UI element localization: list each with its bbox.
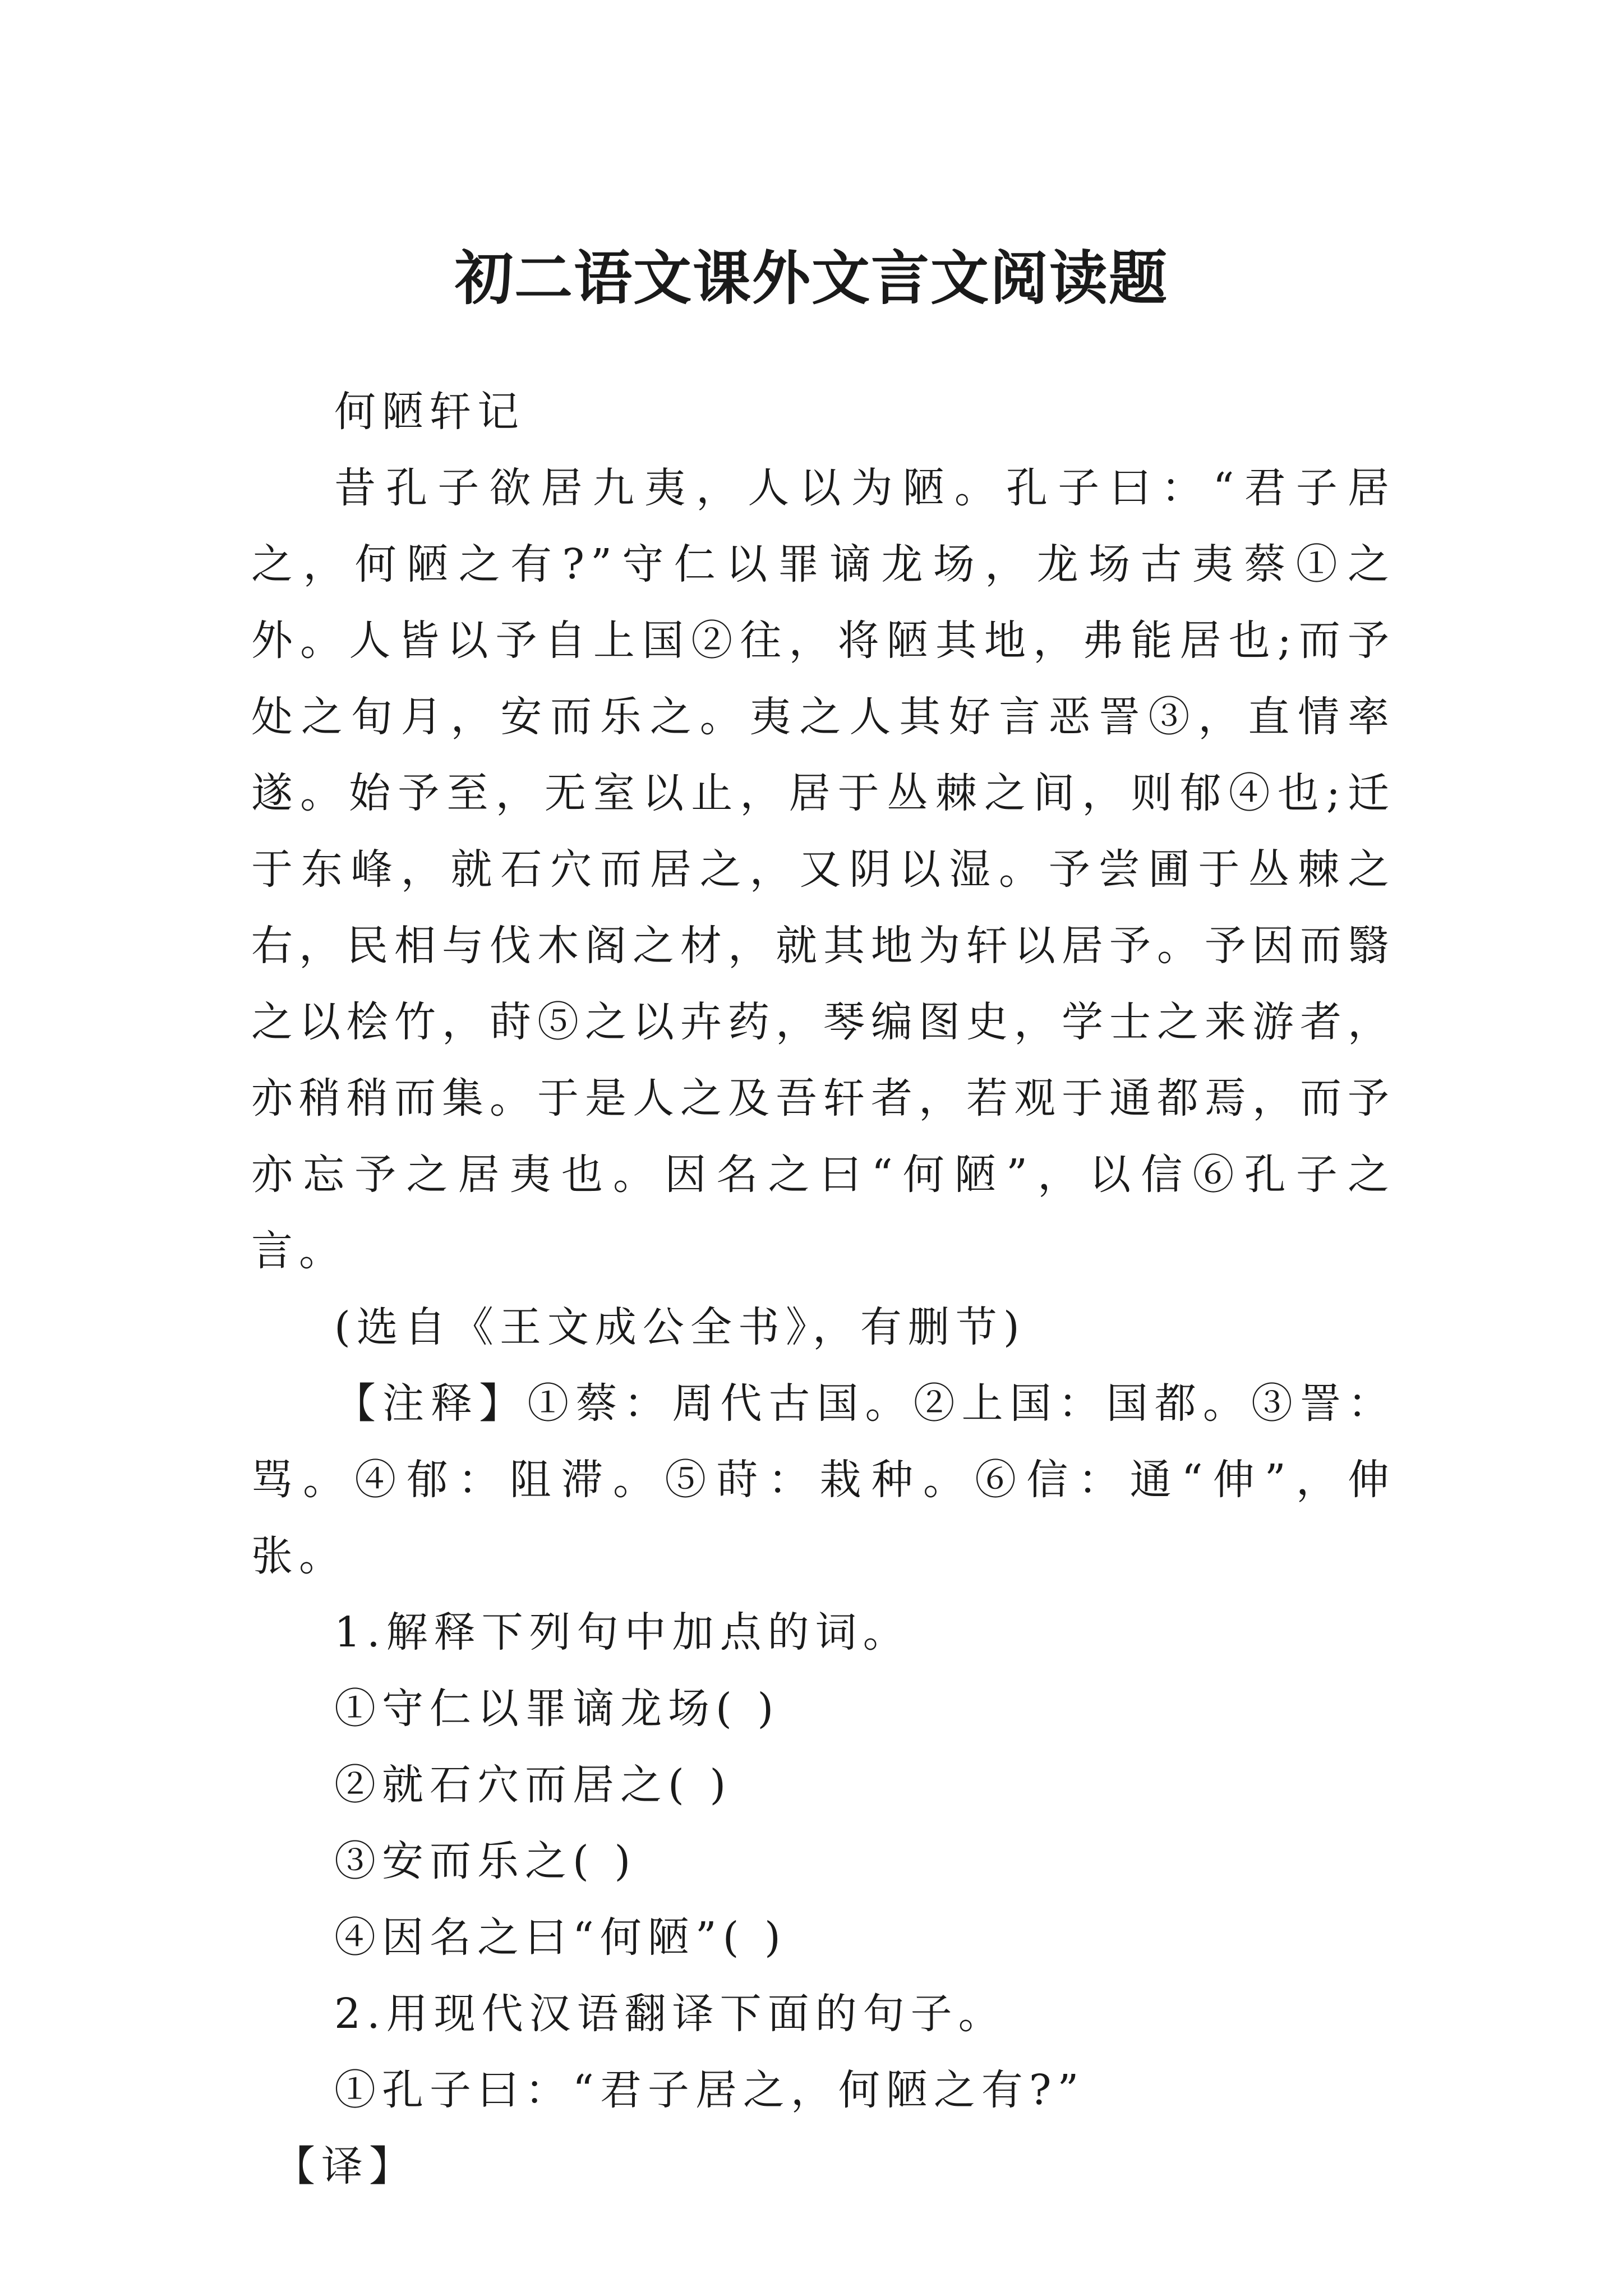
question-1-item-3: ③安而乐之( ) xyxy=(334,1837,637,1885)
question-1-prompt: 1.解释下列句中加点的词。 xyxy=(334,1608,911,1657)
translation-label: 【译】 xyxy=(274,2142,417,2191)
question-1-item-1: ①守仁以罪谪龙场( ) xyxy=(334,1685,780,1733)
page-title: 初二语文课外文言文阅读题 xyxy=(454,243,1168,312)
question-1-item-4: ④因名之曰“何陋”( ) xyxy=(334,1913,787,1962)
annotation-notes: 【注释】①蔡：周代古国。②上国：国都。③詈：骂。④郁：阻滞。⑤莳：栽种。⑥信：通“伸”，伸张。 xyxy=(251,1379,1395,1580)
passage-text: 昔孔子欲居九夷，人以为陋。孔子曰：“君子居之，何陋之有?”守仁以罪谪龙场，龙场古夷蔡①之外。人皆以予自上国②往，将陋其地，弗能居也;而予处之旬月，安而乐之。夷之人其好言恶詈③，直情率遂。始予至，无室以止，居于丛棘之间，则郁④也;迁于东峰，就石穴而居之，又阴以湿。予尝圃于丛棘之右，民相与伐木阁之材，就其地为轩以居予。予因而翳之以桧竹，莳⑤之以卉药，琴编图史，学士之来游者，亦稍稍而集。于是人之及吾轩者，若观于通都焉，而予亦忘予之居夷也。因名之曰“何陋”，以信⑥孔子之言。 xyxy=(251,464,1395,1275)
question-1-item-2: ②就石穴而居之( ) xyxy=(334,1761,732,1809)
passage-subtitle: 何陋轩记 xyxy=(334,388,525,436)
question-2-prompt: 2.用现代汉语翻译下面的句子。 xyxy=(334,1990,1006,2038)
question-2-item-1: ①孔子曰：“君子居之，何陋之有?” xyxy=(334,2066,1085,2114)
document-body xyxy=(251,374,1395,2205)
passage-source: (选自《王文成公全书》，有删节) xyxy=(334,1303,1026,1351)
